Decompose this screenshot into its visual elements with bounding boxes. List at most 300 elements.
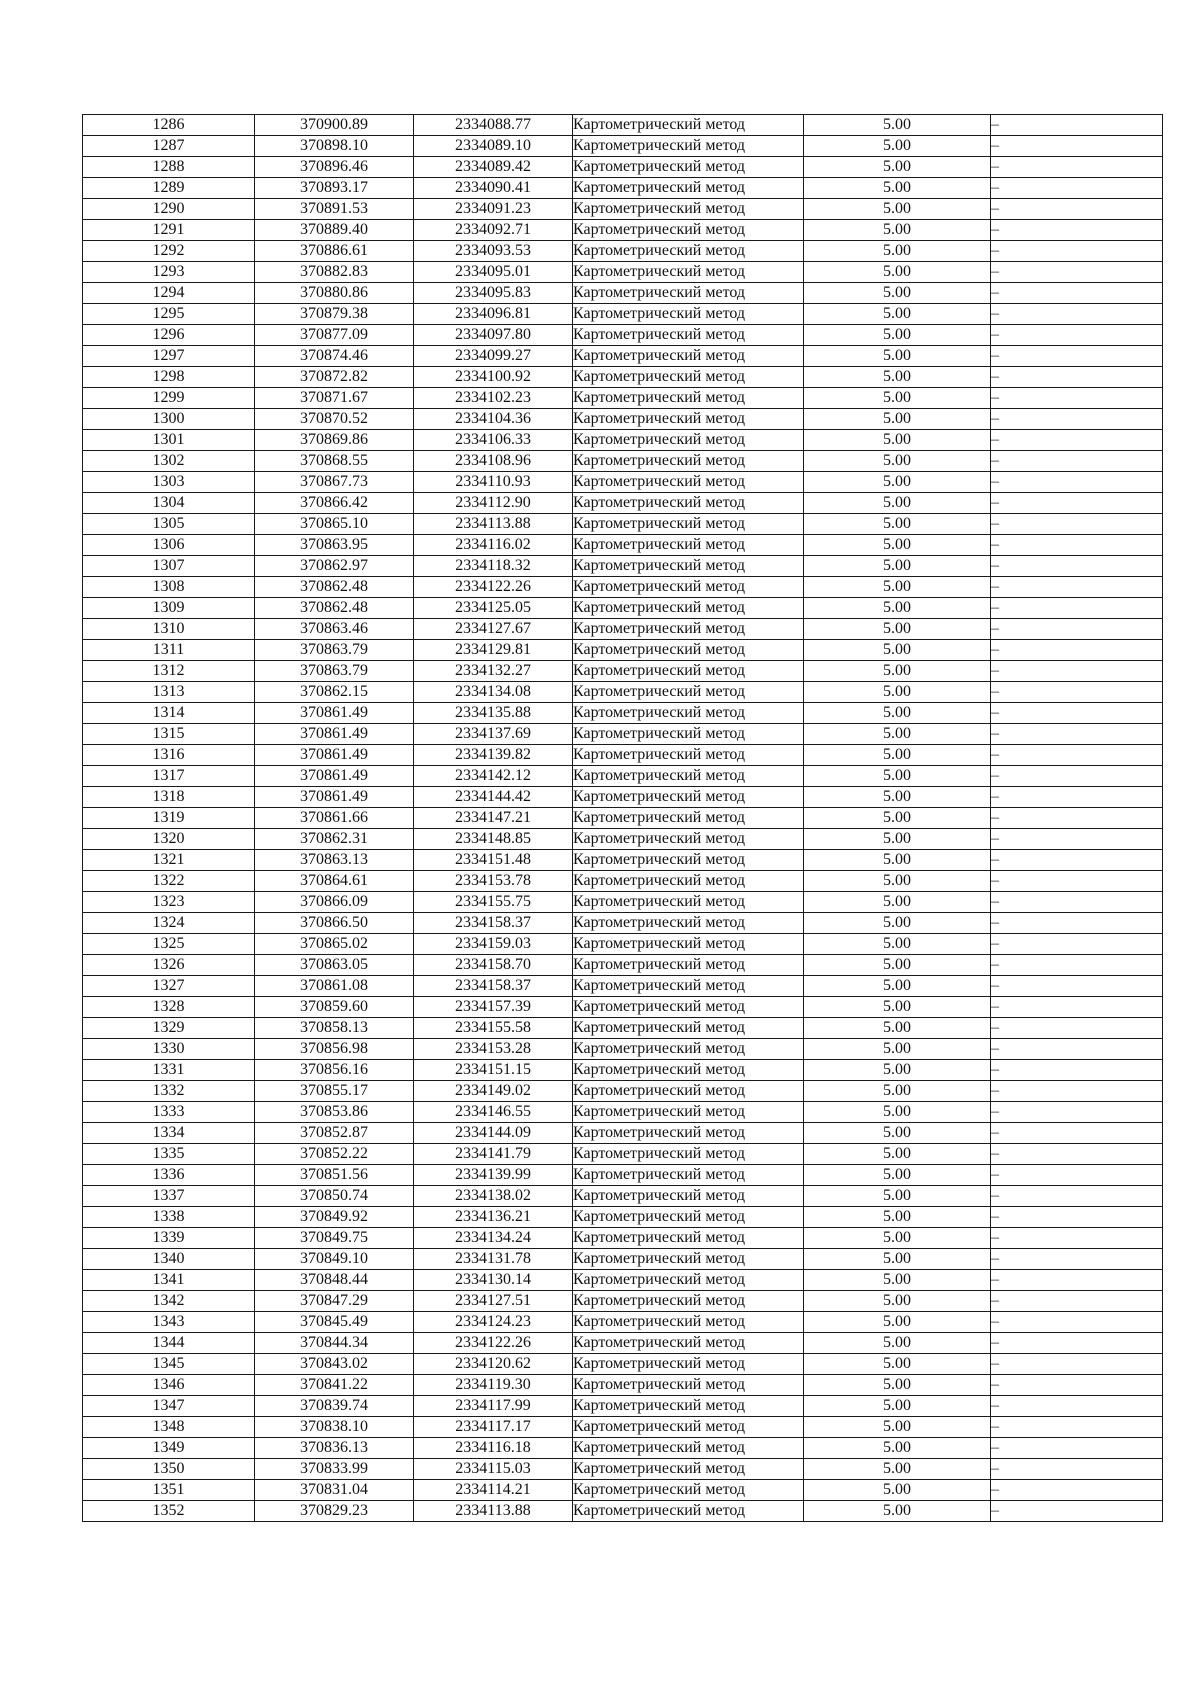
accuracy-cell: 5.00 — [804, 388, 991, 409]
accuracy-cell: 5.00 — [804, 955, 991, 976]
x-coordinate-cell: 370898.10 — [255, 136, 414, 157]
method-cell: Картометрический метод — [573, 1354, 804, 1375]
point-number-cell: 1299 — [83, 388, 255, 409]
x-coordinate-cell: 370847.29 — [255, 1291, 414, 1312]
point-number-cell: 1309 — [83, 598, 255, 619]
x-coordinate-cell: 370855.17 — [255, 1081, 414, 1102]
table-row — [83, 241, 1163, 262]
point-number-cell: 1289 — [83, 178, 255, 199]
x-coordinate-cell: 370896.46 — [255, 157, 414, 178]
x-coordinate-cell: 370859.60 — [255, 997, 414, 1018]
note-cell: – — [991, 661, 1163, 682]
method-cell: Картометрический метод — [573, 703, 804, 724]
point-number-cell: 1322 — [83, 871, 255, 892]
note-cell: – — [991, 1144, 1163, 1165]
point-number-cell: 1350 — [83, 1459, 255, 1480]
note-cell: – — [991, 1270, 1163, 1291]
method-cell: Картометрический метод — [573, 808, 804, 829]
x-coordinate-cell: 370862.97 — [255, 556, 414, 577]
table-row — [83, 535, 1163, 556]
method-cell: Картометрический метод — [573, 346, 804, 367]
point-number-cell: 1296 — [83, 325, 255, 346]
y-coordinate-cell: 2334151.15 — [414, 1060, 573, 1081]
x-coordinate-cell: 370839.74 — [255, 1396, 414, 1417]
method-cell: Картометрический метод — [573, 1312, 804, 1333]
table-row — [83, 1417, 1163, 1438]
method-cell: Картометрический метод — [573, 871, 804, 892]
accuracy-cell: 5.00 — [804, 871, 991, 892]
method-cell: Картометрический метод — [573, 136, 804, 157]
y-coordinate-cell: 2334102.23 — [414, 388, 573, 409]
point-number-cell: 1314 — [83, 703, 255, 724]
point-number-cell: 1300 — [83, 409, 255, 430]
note-cell: – — [991, 808, 1163, 829]
x-coordinate-cell: 370861.08 — [255, 976, 414, 997]
accuracy-cell: 5.00 — [804, 346, 991, 367]
table-row — [83, 619, 1163, 640]
accuracy-cell: 5.00 — [804, 598, 991, 619]
y-coordinate-cell: 2334113.88 — [414, 514, 573, 535]
x-coordinate-cell: 370851.56 — [255, 1165, 414, 1186]
accuracy-cell: 5.00 — [804, 367, 991, 388]
table-row — [83, 850, 1163, 871]
y-coordinate-cell: 2334155.75 — [414, 892, 573, 913]
point-number-cell: 1302 — [83, 451, 255, 472]
accuracy-cell: 5.00 — [804, 1438, 991, 1459]
method-cell: Картометрический метод — [573, 1396, 804, 1417]
method-cell: Картометрический метод — [573, 1102, 804, 1123]
x-coordinate-cell: 370863.79 — [255, 661, 414, 682]
method-cell: Картометрический метод — [573, 1060, 804, 1081]
x-coordinate-cell: 370880.86 — [255, 283, 414, 304]
point-number-cell: 1311 — [83, 640, 255, 661]
table-row — [83, 892, 1163, 913]
accuracy-cell: 5.00 — [804, 640, 991, 661]
point-number-cell: 1333 — [83, 1102, 255, 1123]
table-row — [83, 955, 1163, 976]
y-coordinate-cell: 2334124.23 — [414, 1312, 573, 1333]
method-cell: Картометрический метод — [573, 1165, 804, 1186]
accuracy-cell: 5.00 — [804, 934, 991, 955]
x-coordinate-cell: 370861.66 — [255, 808, 414, 829]
note-cell: – — [991, 1102, 1163, 1123]
point-number-cell: 1293 — [83, 262, 255, 283]
note-cell: – — [991, 346, 1163, 367]
note-cell: – — [991, 451, 1163, 472]
y-coordinate-cell: 2334132.27 — [414, 661, 573, 682]
note-cell: – — [991, 682, 1163, 703]
method-cell: Картометрический метод — [573, 997, 804, 1018]
method-cell: Картометрический метод — [573, 178, 804, 199]
method-cell: Картометрический метод — [573, 955, 804, 976]
table-row — [83, 1375, 1163, 1396]
y-coordinate-cell: 2334100.92 — [414, 367, 573, 388]
table-row — [83, 493, 1163, 514]
point-number-cell: 1320 — [83, 829, 255, 850]
y-coordinate-cell: 2334127.67 — [414, 619, 573, 640]
y-coordinate-cell: 2334146.55 — [414, 1102, 573, 1123]
method-cell: Картометрический метод — [573, 1249, 804, 1270]
x-coordinate-cell: 370893.17 — [255, 178, 414, 199]
x-coordinate-cell: 370862.48 — [255, 598, 414, 619]
note-cell: – — [991, 1186, 1163, 1207]
note-cell: – — [991, 262, 1163, 283]
method-cell: Картометрический метод — [573, 1018, 804, 1039]
y-coordinate-cell: 2334134.08 — [414, 682, 573, 703]
point-number-cell: 1328 — [83, 997, 255, 1018]
method-cell: Картометрический метод — [573, 619, 804, 640]
accuracy-cell: 5.00 — [804, 514, 991, 535]
x-coordinate-cell: 370853.86 — [255, 1102, 414, 1123]
note-cell: – — [991, 577, 1163, 598]
accuracy-cell: 5.00 — [804, 1480, 991, 1501]
method-cell: Картометрический метод — [573, 850, 804, 871]
accuracy-cell: 5.00 — [804, 829, 991, 850]
table-row — [83, 199, 1163, 220]
y-coordinate-cell: 2334159.03 — [414, 934, 573, 955]
accuracy-cell: 5.00 — [804, 1270, 991, 1291]
x-coordinate-cell: 370863.95 — [255, 535, 414, 556]
method-cell: Картометрический метод — [573, 745, 804, 766]
point-number-cell: 1339 — [83, 1228, 255, 1249]
table-row — [83, 997, 1163, 1018]
table-row — [83, 745, 1163, 766]
note-cell: – — [991, 1228, 1163, 1249]
method-cell: Картометрический метод — [573, 1081, 804, 1102]
note-cell: – — [991, 388, 1163, 409]
method-cell: Картометрический метод — [573, 1438, 804, 1459]
note-cell: – — [991, 1039, 1163, 1060]
table-row — [83, 1249, 1163, 1270]
y-coordinate-cell: 2334089.10 — [414, 136, 573, 157]
method-cell: Картометрический метод — [573, 451, 804, 472]
table-row — [83, 325, 1163, 346]
table-row — [83, 1165, 1163, 1186]
accuracy-cell: 5.00 — [804, 850, 991, 871]
note-cell: – — [991, 766, 1163, 787]
table-row — [83, 409, 1163, 430]
note-cell: – — [991, 871, 1163, 892]
table-row — [83, 367, 1163, 388]
accuracy-cell: 5.00 — [804, 892, 991, 913]
method-cell: Картометрический метод — [573, 367, 804, 388]
note-cell: – — [991, 409, 1163, 430]
note-cell: – — [991, 283, 1163, 304]
note-cell: – — [991, 136, 1163, 157]
table-row — [83, 913, 1163, 934]
note-cell: – — [991, 367, 1163, 388]
y-coordinate-cell: 2334116.18 — [414, 1438, 573, 1459]
point-number-cell: 1338 — [83, 1207, 255, 1228]
accuracy-cell: 5.00 — [804, 1144, 991, 1165]
point-number-cell: 1307 — [83, 556, 255, 577]
y-coordinate-cell: 2334095.01 — [414, 262, 573, 283]
method-cell: Картометрический метод — [573, 724, 804, 745]
accuracy-cell: 5.00 — [804, 115, 991, 136]
x-coordinate-cell: 370856.98 — [255, 1039, 414, 1060]
y-coordinate-cell: 2334129.81 — [414, 640, 573, 661]
method-cell: Картометрический метод — [573, 892, 804, 913]
table-row — [83, 829, 1163, 850]
table-row — [83, 1501, 1163, 1522]
accuracy-cell: 5.00 — [804, 913, 991, 934]
method-cell: Картометрический метод — [573, 1228, 804, 1249]
point-number-cell: 1321 — [83, 850, 255, 871]
note-cell: – — [991, 1018, 1163, 1039]
table-row — [83, 115, 1163, 136]
accuracy-cell: 5.00 — [804, 178, 991, 199]
y-coordinate-cell: 2334113.88 — [414, 1501, 573, 1522]
method-cell: Картометрический метод — [573, 661, 804, 682]
method-cell: Картометрический метод — [573, 199, 804, 220]
x-coordinate-cell: 370841.22 — [255, 1375, 414, 1396]
method-cell: Картометрический метод — [573, 1270, 804, 1291]
accuracy-cell: 5.00 — [804, 682, 991, 703]
accuracy-cell: 5.00 — [804, 325, 991, 346]
table-row — [83, 1018, 1163, 1039]
y-coordinate-cell: 2334090.41 — [414, 178, 573, 199]
y-coordinate-cell: 2334139.82 — [414, 745, 573, 766]
table-row — [83, 724, 1163, 745]
note-cell: – — [991, 535, 1163, 556]
accuracy-cell: 5.00 — [804, 1459, 991, 1480]
table-row — [83, 682, 1163, 703]
table-row — [83, 766, 1163, 787]
x-coordinate-cell: 370861.49 — [255, 766, 414, 787]
accuracy-cell: 5.00 — [804, 1417, 991, 1438]
point-number-cell: 1348 — [83, 1417, 255, 1438]
accuracy-cell: 5.00 — [804, 556, 991, 577]
y-coordinate-cell: 2334131.78 — [414, 1249, 573, 1270]
point-number-cell: 1317 — [83, 766, 255, 787]
y-coordinate-cell: 2334151.48 — [414, 850, 573, 871]
accuracy-cell: 5.00 — [804, 199, 991, 220]
table-row — [83, 430, 1163, 451]
y-coordinate-cell: 2334104.36 — [414, 409, 573, 430]
coordinates-table-body — [83, 115, 1163, 1522]
accuracy-cell: 5.00 — [804, 766, 991, 787]
x-coordinate-cell: 370836.13 — [255, 1438, 414, 1459]
method-cell: Картометрический метод — [573, 766, 804, 787]
note-cell: – — [991, 493, 1163, 514]
point-number-cell: 1346 — [83, 1375, 255, 1396]
y-coordinate-cell: 2334108.96 — [414, 451, 573, 472]
note-cell: – — [991, 1291, 1163, 1312]
accuracy-cell: 5.00 — [804, 430, 991, 451]
point-number-cell: 1308 — [83, 577, 255, 598]
y-coordinate-cell: 2334120.62 — [414, 1354, 573, 1375]
table-row — [83, 472, 1163, 493]
note-cell: – — [991, 220, 1163, 241]
point-number-cell: 1345 — [83, 1354, 255, 1375]
table-row — [83, 220, 1163, 241]
accuracy-cell: 5.00 — [804, 976, 991, 997]
note-cell: – — [991, 325, 1163, 346]
note-cell: – — [991, 976, 1163, 997]
y-coordinate-cell: 2334119.30 — [414, 1375, 573, 1396]
note-cell: – — [991, 157, 1163, 178]
x-coordinate-cell: 370865.02 — [255, 934, 414, 955]
method-cell: Картометрический метод — [573, 1186, 804, 1207]
note-cell: – — [991, 472, 1163, 493]
accuracy-cell: 5.00 — [804, 1375, 991, 1396]
note-cell: – — [991, 1207, 1163, 1228]
y-coordinate-cell: 2334125.05 — [414, 598, 573, 619]
table-row — [83, 514, 1163, 535]
method-cell: Картометрический метод — [573, 1459, 804, 1480]
x-coordinate-cell: 370863.79 — [255, 640, 414, 661]
table-row — [83, 577, 1163, 598]
accuracy-cell: 5.00 — [804, 1060, 991, 1081]
note-cell: – — [991, 1249, 1163, 1270]
point-number-cell: 1344 — [83, 1333, 255, 1354]
point-number-cell: 1337 — [83, 1186, 255, 1207]
point-number-cell: 1292 — [83, 241, 255, 262]
method-cell: Картометрический метод — [573, 1417, 804, 1438]
table-row — [83, 1459, 1163, 1480]
y-coordinate-cell: 2334093.53 — [414, 241, 573, 262]
table-row — [83, 1039, 1163, 1060]
note-cell: – — [991, 1165, 1163, 1186]
x-coordinate-cell: 370874.46 — [255, 346, 414, 367]
table-row — [83, 1333, 1163, 1354]
note-cell: – — [991, 178, 1163, 199]
point-number-cell: 1336 — [83, 1165, 255, 1186]
table-row — [83, 1480, 1163, 1501]
y-coordinate-cell: 2334153.28 — [414, 1039, 573, 1060]
point-number-cell: 1332 — [83, 1081, 255, 1102]
note-cell: – — [991, 892, 1163, 913]
y-coordinate-cell: 2334148.85 — [414, 829, 573, 850]
note-cell: – — [991, 304, 1163, 325]
point-number-cell: 1306 — [83, 535, 255, 556]
accuracy-cell: 5.00 — [804, 1501, 991, 1522]
note-cell: – — [991, 514, 1163, 535]
x-coordinate-cell: 370862.48 — [255, 577, 414, 598]
accuracy-cell: 5.00 — [804, 241, 991, 262]
table-row — [83, 1123, 1163, 1144]
method-cell: Картометрический метод — [573, 472, 804, 493]
x-coordinate-cell: 370866.50 — [255, 913, 414, 934]
note-cell: – — [991, 913, 1163, 934]
y-coordinate-cell: 2334142.12 — [414, 766, 573, 787]
table-row — [83, 556, 1163, 577]
y-coordinate-cell: 2334122.26 — [414, 577, 573, 598]
table-row — [83, 640, 1163, 661]
y-coordinate-cell: 2334091.23 — [414, 199, 573, 220]
note-cell: – — [991, 430, 1163, 451]
x-coordinate-cell: 370866.09 — [255, 892, 414, 913]
note-cell: – — [991, 1501, 1163, 1522]
point-number-cell: 1326 — [83, 955, 255, 976]
point-number-cell: 1316 — [83, 745, 255, 766]
y-coordinate-cell: 2334089.42 — [414, 157, 573, 178]
note-cell: – — [991, 1060, 1163, 1081]
note-cell: – — [991, 955, 1163, 976]
x-coordinate-cell: 370862.15 — [255, 682, 414, 703]
method-cell: Картометрический метод — [573, 556, 804, 577]
accuracy-cell: 5.00 — [804, 619, 991, 640]
accuracy-cell: 5.00 — [804, 1312, 991, 1333]
method-cell: Картометрический метод — [573, 325, 804, 346]
y-coordinate-cell: 2334096.81 — [414, 304, 573, 325]
method-cell: Картометрический метод — [573, 430, 804, 451]
point-number-cell: 1315 — [83, 724, 255, 745]
accuracy-cell: 5.00 — [804, 472, 991, 493]
note-cell: – — [991, 829, 1163, 850]
table-row — [83, 703, 1163, 724]
accuracy-cell: 5.00 — [804, 1291, 991, 1312]
note-cell: – — [991, 724, 1163, 745]
point-number-cell: 1341 — [83, 1270, 255, 1291]
table-row — [83, 346, 1163, 367]
method-cell: Картометрический метод — [573, 976, 804, 997]
accuracy-cell: 5.00 — [804, 1081, 991, 1102]
note-cell: – — [991, 1438, 1163, 1459]
x-coordinate-cell: 370867.73 — [255, 472, 414, 493]
point-number-cell: 1295 — [83, 304, 255, 325]
point-number-cell: 1349 — [83, 1438, 255, 1459]
point-number-cell: 1323 — [83, 892, 255, 913]
point-number-cell: 1330 — [83, 1039, 255, 1060]
point-number-cell: 1335 — [83, 1144, 255, 1165]
x-coordinate-cell: 370845.49 — [255, 1312, 414, 1333]
y-coordinate-cell: 2334112.90 — [414, 493, 573, 514]
point-number-cell: 1334 — [83, 1123, 255, 1144]
accuracy-cell: 5.00 — [804, 157, 991, 178]
point-number-cell: 1319 — [83, 808, 255, 829]
method-cell: Картометрический метод — [573, 598, 804, 619]
x-coordinate-cell: 370848.44 — [255, 1270, 414, 1291]
method-cell: Картометрический метод — [573, 283, 804, 304]
accuracy-cell: 5.00 — [804, 283, 991, 304]
method-cell: Картометрический метод — [573, 1039, 804, 1060]
note-cell: – — [991, 850, 1163, 871]
y-coordinate-cell: 2334139.99 — [414, 1165, 573, 1186]
table-row — [83, 1228, 1163, 1249]
accuracy-cell: 5.00 — [804, 262, 991, 283]
x-coordinate-cell: 370863.46 — [255, 619, 414, 640]
accuracy-cell: 5.00 — [804, 577, 991, 598]
method-cell: Картометрический метод — [573, 1501, 804, 1522]
table-row — [83, 136, 1163, 157]
y-coordinate-cell: 2334122.26 — [414, 1333, 573, 1354]
accuracy-cell: 5.00 — [804, 1123, 991, 1144]
y-coordinate-cell: 2334158.37 — [414, 913, 573, 934]
x-coordinate-cell: 370850.74 — [255, 1186, 414, 1207]
method-cell: Картометрический метод — [573, 787, 804, 808]
table-row — [83, 871, 1163, 892]
note-cell: – — [991, 241, 1163, 262]
y-coordinate-cell: 2334158.70 — [414, 955, 573, 976]
x-coordinate-cell: 370861.49 — [255, 724, 414, 745]
x-coordinate-cell: 370831.04 — [255, 1480, 414, 1501]
point-number-cell: 1312 — [83, 661, 255, 682]
point-number-cell: 1342 — [83, 1291, 255, 1312]
table-row — [83, 178, 1163, 199]
point-number-cell: 1329 — [83, 1018, 255, 1039]
y-coordinate-cell: 2334115.03 — [414, 1459, 573, 1480]
method-cell: Картометрический метод — [573, 1123, 804, 1144]
x-coordinate-cell: 370877.09 — [255, 325, 414, 346]
y-coordinate-cell: 2334144.42 — [414, 787, 573, 808]
method-cell: Картометрический метод — [573, 1291, 804, 1312]
point-number-cell: 1331 — [83, 1060, 255, 1081]
table-row — [83, 1396, 1163, 1417]
y-coordinate-cell: 2334127.51 — [414, 1291, 573, 1312]
method-cell: Картометрический метод — [573, 1375, 804, 1396]
point-number-cell: 1287 — [83, 136, 255, 157]
